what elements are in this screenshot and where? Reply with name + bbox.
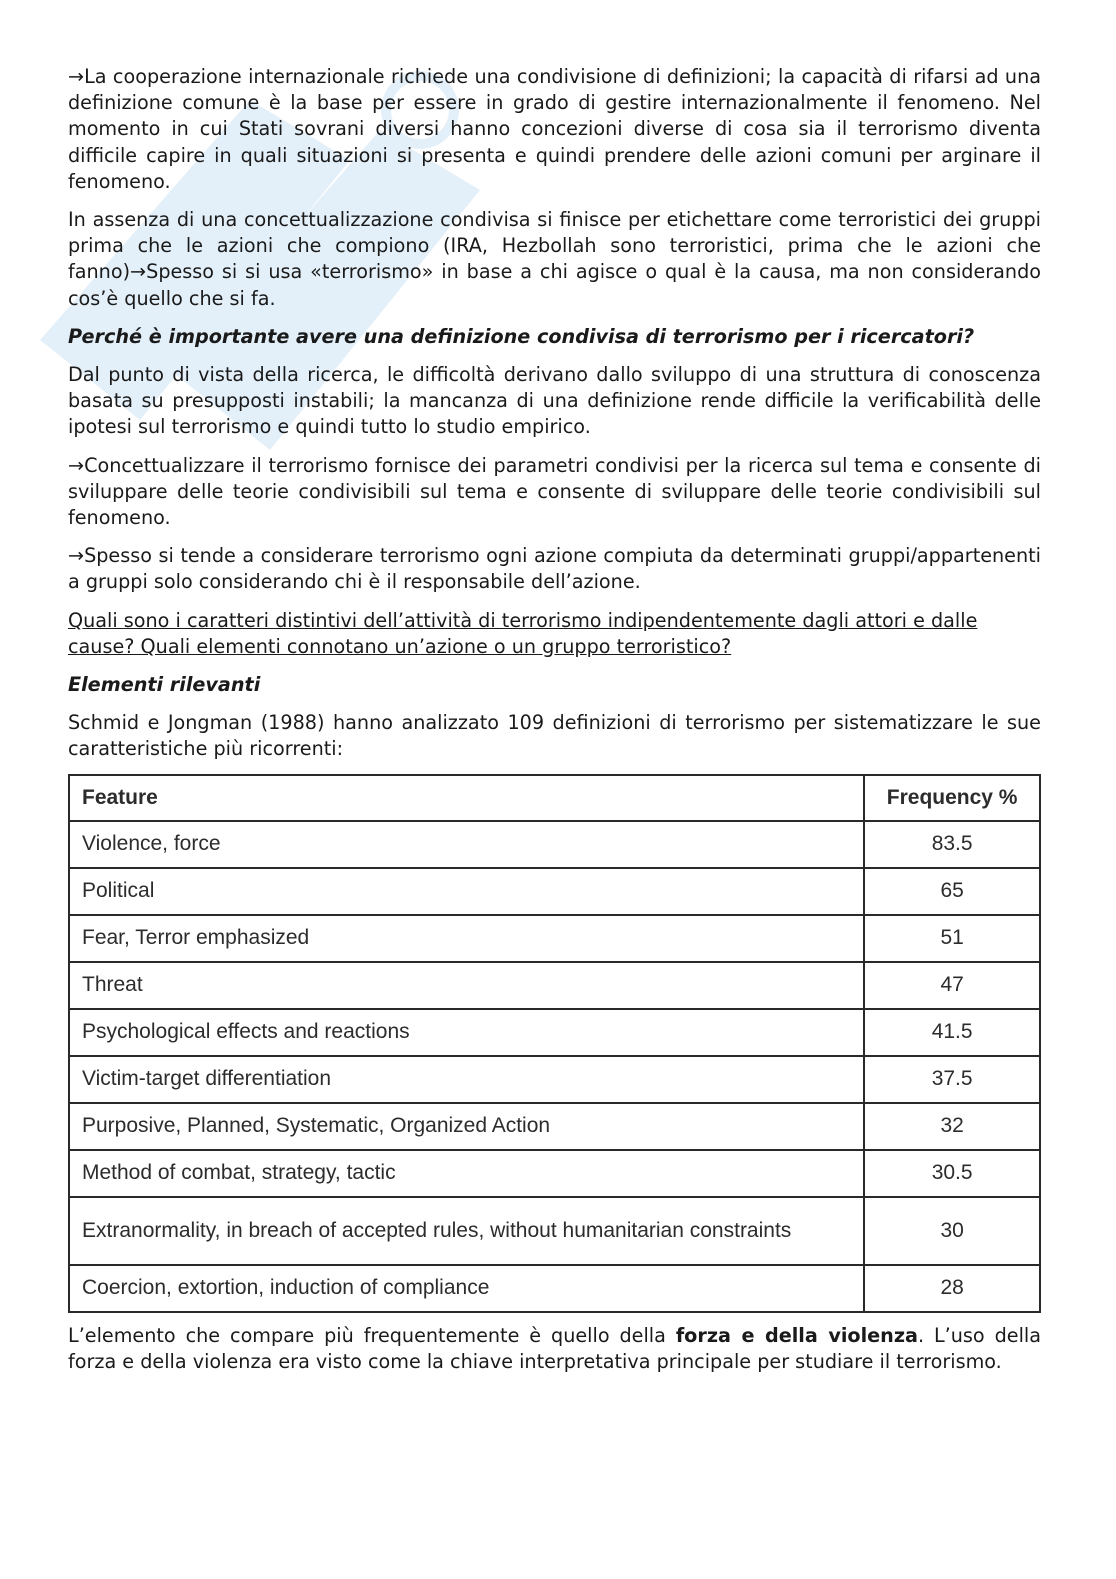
paragraph-conceptualize: →Concettualizzare il terrorismo fornisce dei parametri condivisi per la ricerca sul tema e consente di sviluppare delle teorie condivisibili sul tema e consente di sviluppare delle teorie condivisibili sul fenomeno. <box>68 453 1041 530</box>
frequency-cell: 41.5 <box>864 1009 1040 1056</box>
frequency-cell: 30.5 <box>864 1150 1040 1197</box>
table-row <box>69 1103 1040 1150</box>
feature-cell: Extranormality, in breach of accepted rules, without humanitarian constraints <box>69 1197 864 1265</box>
feature-cell: Political <box>69 868 864 915</box>
header-feature: Feature <box>69 775 864 821</box>
heading-why-shared-definition: Perché è importante avere una definizione condivisa di terrorismo per i ricercatori? <box>68 324 975 348</box>
table-row <box>69 915 1040 962</box>
frequency-cell: 37.5 <box>864 1056 1040 1103</box>
paragraph-tendency: →Spesso si tende a considerare terrorismo ogni azione compiuta da determinati gruppi/appartenenti a gruppi solo considerando chi è il responsabile dell’azione. <box>68 544 1041 594</box>
table-row <box>69 1265 1040 1312</box>
feature-cell: Purposive, Planned, Systematic, Organized Action <box>69 1103 864 1150</box>
table-row <box>69 1197 1040 1265</box>
table-row <box>69 1150 1040 1197</box>
frequency-cell: 32 <box>864 1103 1040 1150</box>
paragraph-research-difficulties: Dal punto di vista della ricerca, le difficoltà derivano dallo sviluppo di una struttura di conoscenza basata su presupposti instabili; la mancanza di una definizione rende difficile la verificabilità delle ipotesi sul terrorismo e quindi tutto lo studio empirico. <box>68 363 1041 439</box>
table-row <box>69 1009 1040 1056</box>
features-table <box>68 774 1041 1313</box>
frequency-cell: 47 <box>864 962 1040 1009</box>
frequency-cell: 83.5 <box>864 821 1040 868</box>
frequency-cell: 51 <box>864 915 1040 962</box>
feature-cell: Fear, Terror emphasized <box>69 915 864 962</box>
paragraph-international-cooperation: →La cooperazione internazionale richiede una condivisione di definizioni; la capacità di rifarsi ad una definizione comune è la base per essere in grado di gestire internazionalmente il fenomeno. Nel momento in cui Stati sovrani diversi hanno concezioni diverse di cosa sia il terrorismo diventa difficile capire in quali situazioni si presenta e quindi prendere delle azioni comuni per arginare il fenomeno. <box>68 65 1041 193</box>
feature-cell: Psychological effects and reactions <box>69 1009 864 1056</box>
frequency-cell: 30 <box>864 1197 1040 1265</box>
document-page <box>68 64 1041 1387</box>
table-row <box>69 962 1040 1009</box>
table-row <box>69 1056 1040 1103</box>
text-run: . L’uso della forza e della violenza era visto come la chiave interpretativa principale per studiare il terrorismo. <box>68 1323 1041 1373</box>
feature-cell: Victim-target differentiation <box>69 1056 864 1103</box>
paragraph-shared-concept: In assenza di una concettualizzazione condivisa si finisce per etichettare come terroristici dei gruppi prima che le azioni che compiono (IRA, Hezbollah sono terroristici, prima che le azioni che fanno)→Spesso si si usa «terrorismo» in base a chi agisce o qual è la causa, ma non considerando cos’è quello che si fa. <box>68 208 1041 310</box>
paragraph-schmid-jongman: Schmid e Jongman (1988) hanno analizzato 109 definizioni di terrorismo per sistematizzare le sue caratteristiche più ricorrenti: <box>68 711 1041 761</box>
header-frequency: Frequency % <box>864 775 1040 821</box>
frequency-cell: 65 <box>864 868 1040 915</box>
frequency-cell: 28 <box>864 1265 1040 1312</box>
table-row <box>69 821 1040 868</box>
heading-relevant-elements: Elementi rilevanti <box>68 673 261 697</box>
paragraph-questions: Quali sono i caratteri distintivi dell’attività di terrorismo indipendentemente dagli attori e dalle cause? Quali elementi connotano un’azione o un gruppo terroristico? <box>68 608 978 658</box>
table-row <box>69 868 1040 915</box>
feature-cell: Threat <box>69 962 864 1009</box>
bold-text-force-violence: forza e della violenza <box>675 1323 918 1347</box>
table-header-row <box>69 775 1040 821</box>
feature-cell: Method of combat, strategy, tactic <box>69 1150 864 1197</box>
feature-cell: Coercion, extortion, induction of compliance <box>69 1265 864 1312</box>
feature-cell: Violence, force <box>69 821 864 868</box>
text-run: L’elemento che compare più frequentemente è quello della <box>68 1323 676 1347</box>
paragraph-force-violence <box>68 1323 1041 1375</box>
